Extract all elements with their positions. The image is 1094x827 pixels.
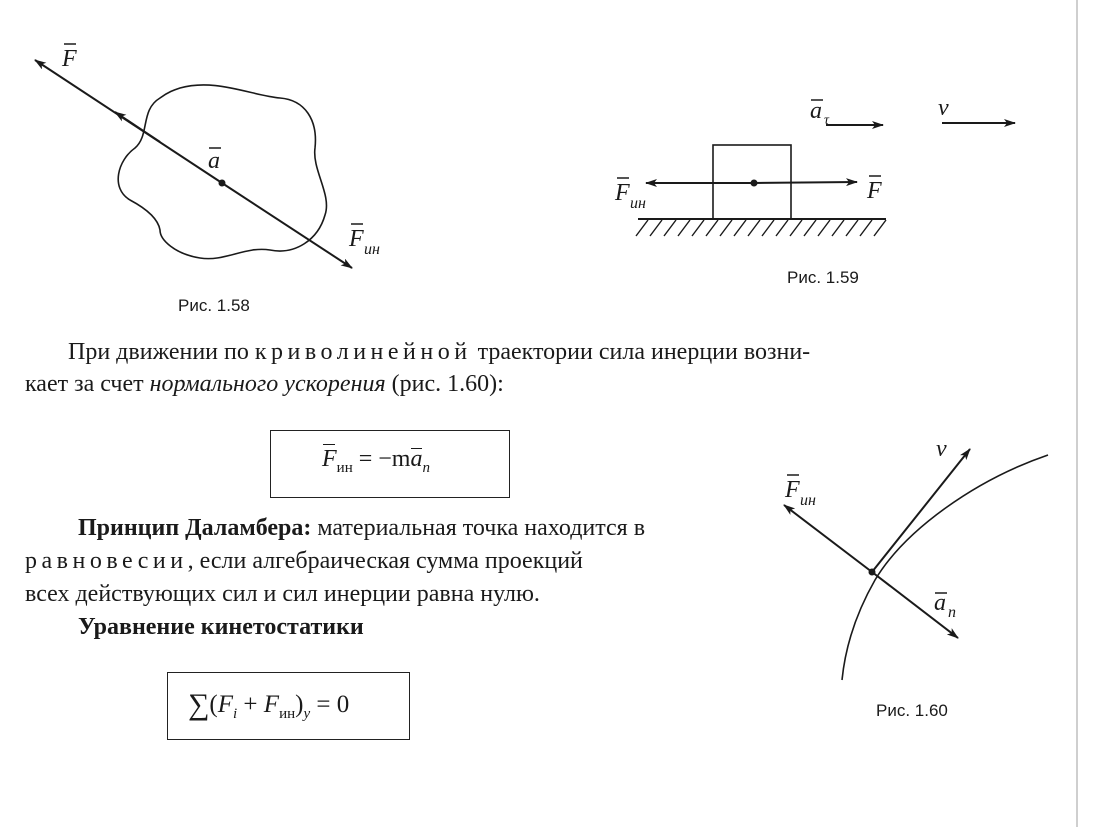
block-center: [751, 180, 758, 187]
label-F: F: [62, 46, 77, 72]
paragraph-dalembert-3: [25, 578, 765, 610]
label-v-160: v: [936, 436, 947, 462]
f2-plus: +: [237, 691, 264, 718]
label-a: a: [208, 148, 220, 174]
label-F-in-left: F: [615, 180, 630, 206]
f2-eq: = 0: [310, 691, 350, 718]
figure-1-60: [784, 436, 1048, 720]
inertia-force-arrow-160: [784, 505, 872, 572]
paragraph-curvilinear-line2: [25, 368, 925, 400]
paragraph-dalembert-1: [78, 512, 758, 544]
dalembert-title: Принцип Даламбера:: [78, 515, 312, 541]
point-160: [869, 569, 876, 576]
formula-inertia: [322, 446, 430, 476]
force-mid-arrow: [115, 112, 160, 142]
sum-symbol: ∑: [188, 688, 210, 721]
formula-lhs-sub: ин: [336, 460, 353, 476]
body-contour: [118, 85, 326, 259]
force-right-arrow: [754, 182, 857, 183]
ground-hatching: [636, 220, 886, 236]
f2-open: (: [209, 691, 218, 718]
kinetostatics-title: Уравнение кинетостатики: [78, 614, 364, 640]
p1-text-b: траектории сила инерции возни-: [471, 339, 811, 365]
dalembert-spaced-word: равновесии: [25, 548, 188, 574]
p1-spaced-word: криволинейной: [254, 339, 472, 365]
f2-i-sub: i: [233, 706, 238, 722]
formula-rhs: a: [410, 446, 423, 472]
label-F-in-sub: ин: [364, 241, 380, 258]
figure-1-58: [35, 44, 380, 315]
label-F-in-left-sub: ин: [630, 195, 646, 212]
dalembert-line3: всех действующих сил и сил инерции равна нулю.: [25, 581, 540, 607]
label-a-n-sub: n: [948, 604, 956, 621]
figure-1-59: [614, 95, 1015, 287]
f2-F1: F: [217, 691, 233, 718]
paragraph-kinetostatics: [78, 611, 678, 643]
f2-close: ): [295, 691, 304, 718]
label-a-tau-sub: τ: [824, 113, 830, 128]
p1-line2-italic: нормального ускорения: [149, 371, 386, 397]
p1-line2-b: (рис. 1.60):: [385, 371, 504, 397]
label-F-in-160: F: [785, 477, 800, 503]
label-F-right: F: [867, 178, 882, 204]
label-a-tau: a: [810, 98, 822, 124]
caption-1-59: Рис. 1.59: [787, 268, 859, 287]
f2-F2: F: [263, 691, 280, 718]
center-point: [219, 180, 226, 187]
formula-eq: = −m: [352, 446, 411, 472]
caption-1-60: Рис. 1.60: [876, 701, 948, 720]
paragraph-curvilinear: [68, 336, 988, 368]
f2-y-sub: y: [303, 706, 311, 722]
trajectory-curve: [842, 455, 1048, 680]
dalembert-line1: материальная точка находится в: [311, 515, 646, 541]
f2-in-sub: ин: [279, 706, 296, 722]
velocity-arrow-160: [872, 449, 970, 572]
inertia-force-arrow: [222, 183, 352, 268]
label-F-in: F: [349, 226, 364, 252]
caption-1-58: Рис. 1.58: [178, 296, 250, 315]
dalembert-line2: , если алгебраическая сумма проекций: [187, 548, 583, 574]
label-v: v: [938, 95, 949, 121]
paragraph-dalembert-2: [25, 545, 765, 577]
formula-kinetostatics: [188, 686, 349, 720]
p1-line2-a: кает за счет: [25, 371, 150, 397]
formula-lhs: F: [322, 446, 337, 472]
label-F-in-160-sub: ин: [800, 492, 816, 509]
formula-rhs-sub: n: [422, 460, 430, 476]
p1-text-a: При движении по: [68, 339, 255, 365]
label-a-n: a: [934, 590, 946, 616]
